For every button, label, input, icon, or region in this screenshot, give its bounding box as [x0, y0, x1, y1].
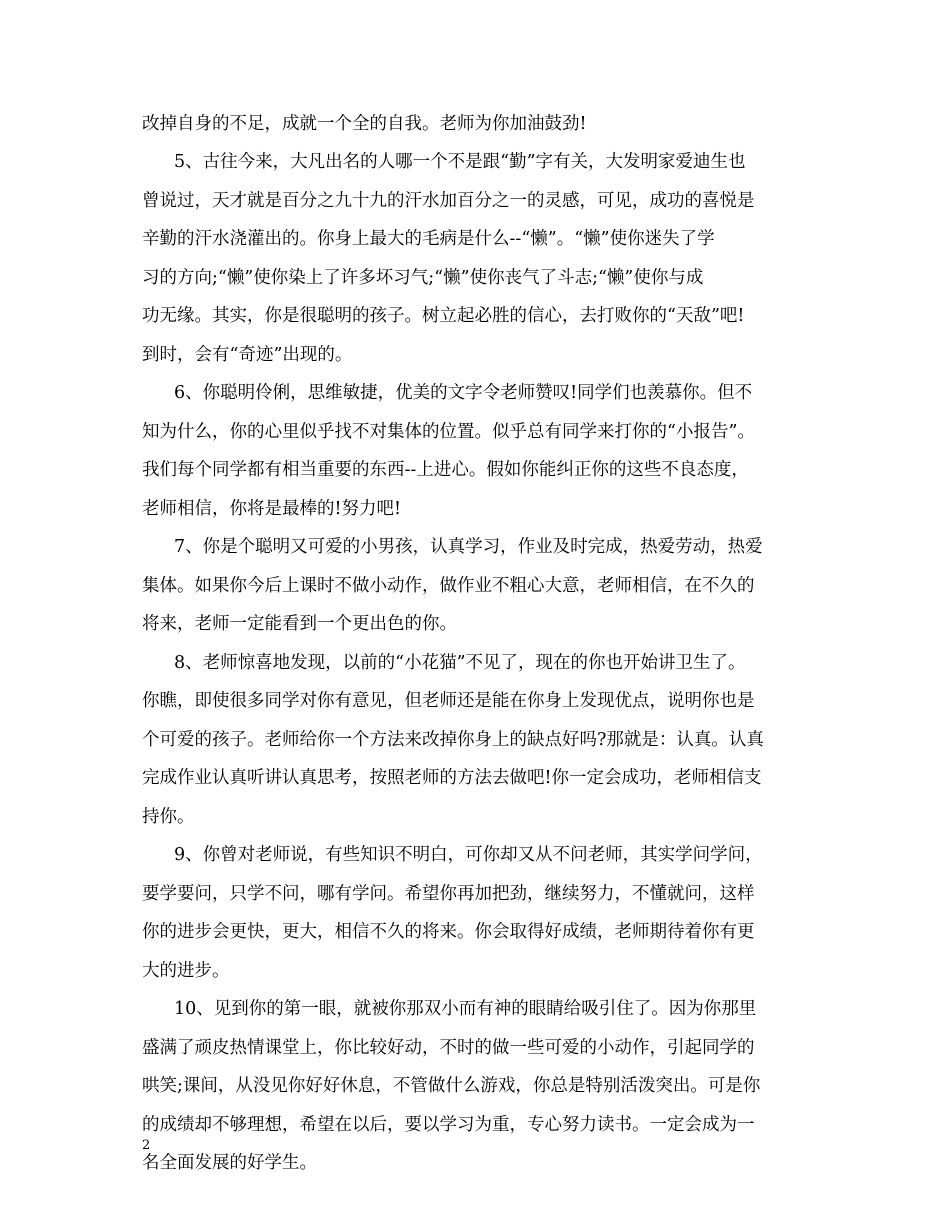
- text-line: 老师相信，你将是最棒的!努力吧!: [142, 499, 402, 519]
- text-line: 习的方向;“懒”使你染上了许多坏习气;“懒”使你丧气了斗志;“懒”使你与成: [142, 268, 704, 288]
- text-line: 知为什么，你的心里似乎找不对集体的位置。似乎总有同学来打你的“小报告”。: [142, 422, 755, 442]
- text-line: 改掉自身的不足，成就一个全的自我。老师为你加油鼓劲!: [142, 114, 587, 134]
- text-line: 我们每个同学都有相当重要的东西--上进心。假如你能纠正你的这些不良态度，: [142, 460, 749, 480]
- text-line: 到时，会有“奇迹”出现的。: [142, 345, 353, 365]
- paragraph-start-line: 6、你聪明伶俐，思维敏捷，优美的文字令老师赞叹!同学们也羡慕你。但不: [174, 383, 753, 403]
- paragraph-start-line: 7、你是个聪明又可爱的小男孩，认真学习，作业及时完成，热爱劳动，热爱: [174, 537, 763, 557]
- text-line: 你的进步会更快，更大，相信不久的将来。你会取得好成绩，老师期待着你有更: [142, 922, 755, 942]
- text-line: 曾说过，天才就是百分之九十九的汗水加百分之一的灵感，可见，成功的喜悦是: [142, 191, 755, 211]
- text-line: 盛满了顽皮热情课堂上，你比较好动，不时的做一些可爱的小动作，引起同学的: [142, 1038, 755, 1058]
- text-line: 的成绩却不够理想，希望在以后，要以学习为重，专心努力读书。一定会成为一: [142, 1115, 755, 1135]
- paragraph-start-line: 8、老师惊喜地发现，以前的“小花猫”不见了，现在的你也开始讲卫生了。: [174, 653, 746, 673]
- paragraph-start-line: 9、你曾对老师说，有些知识不明白，可你却又从不问老师，其实学问学问，: [174, 845, 763, 865]
- text-line: 集体。如果你今后上课时不做小动作，做作业不粗心大意，老师相信，在不久的: [142, 576, 755, 596]
- text-line: 将来，老师一定能看到一个更出色的你。: [142, 614, 457, 634]
- text-line: 你瞧，即使很多同学对你有意见，但老师还是能在你身上发现优点，说明你也是: [142, 691, 755, 711]
- paragraph-start-line: 10、见到你的第一眼，就被你那双小而有神的眼睛给吸引住了。因为你那里: [174, 999, 757, 1019]
- text-line: 个可爱的孩子。老师给你一个方法来改掉你身上的缺点好吗?那就是：认真。认真: [142, 730, 764, 750]
- text-line: 持你。: [142, 807, 195, 827]
- text-line: 功无缘。其实，你是很聪明的孩子。树立起必胜的信心，去打败你的“天敌”吧!: [142, 306, 745, 326]
- text-line: 辛勤的汗水浇灌出的。你身上最大的毛病是什么--“懒”。“懒”使你迷失了学: [142, 229, 715, 249]
- text-line: 哄笑;课间，从没见你好好休息，不管做什么游戏，你总是特别活泼突出。可是你: [142, 1076, 761, 1096]
- text-line: 完成作业认真听讲认真思考，按照老师的方法去做吧!你一定会成功，老师相信支: [142, 768, 762, 788]
- page-number: 2: [142, 1138, 151, 1153]
- text-line: 名全面发展的好学生。: [142, 1153, 317, 1173]
- paragraph-start-line: 5、古往今来，大凡出名的人哪一个不是跟“勤”字有关，大发明家爱迪生也: [174, 152, 746, 172]
- text-line: 要学要问，只学不问，哪有学问。希望你再加把劲，继续努力，不懂就问，这样: [142, 884, 755, 904]
- text-line: 大的进步。: [142, 961, 230, 981]
